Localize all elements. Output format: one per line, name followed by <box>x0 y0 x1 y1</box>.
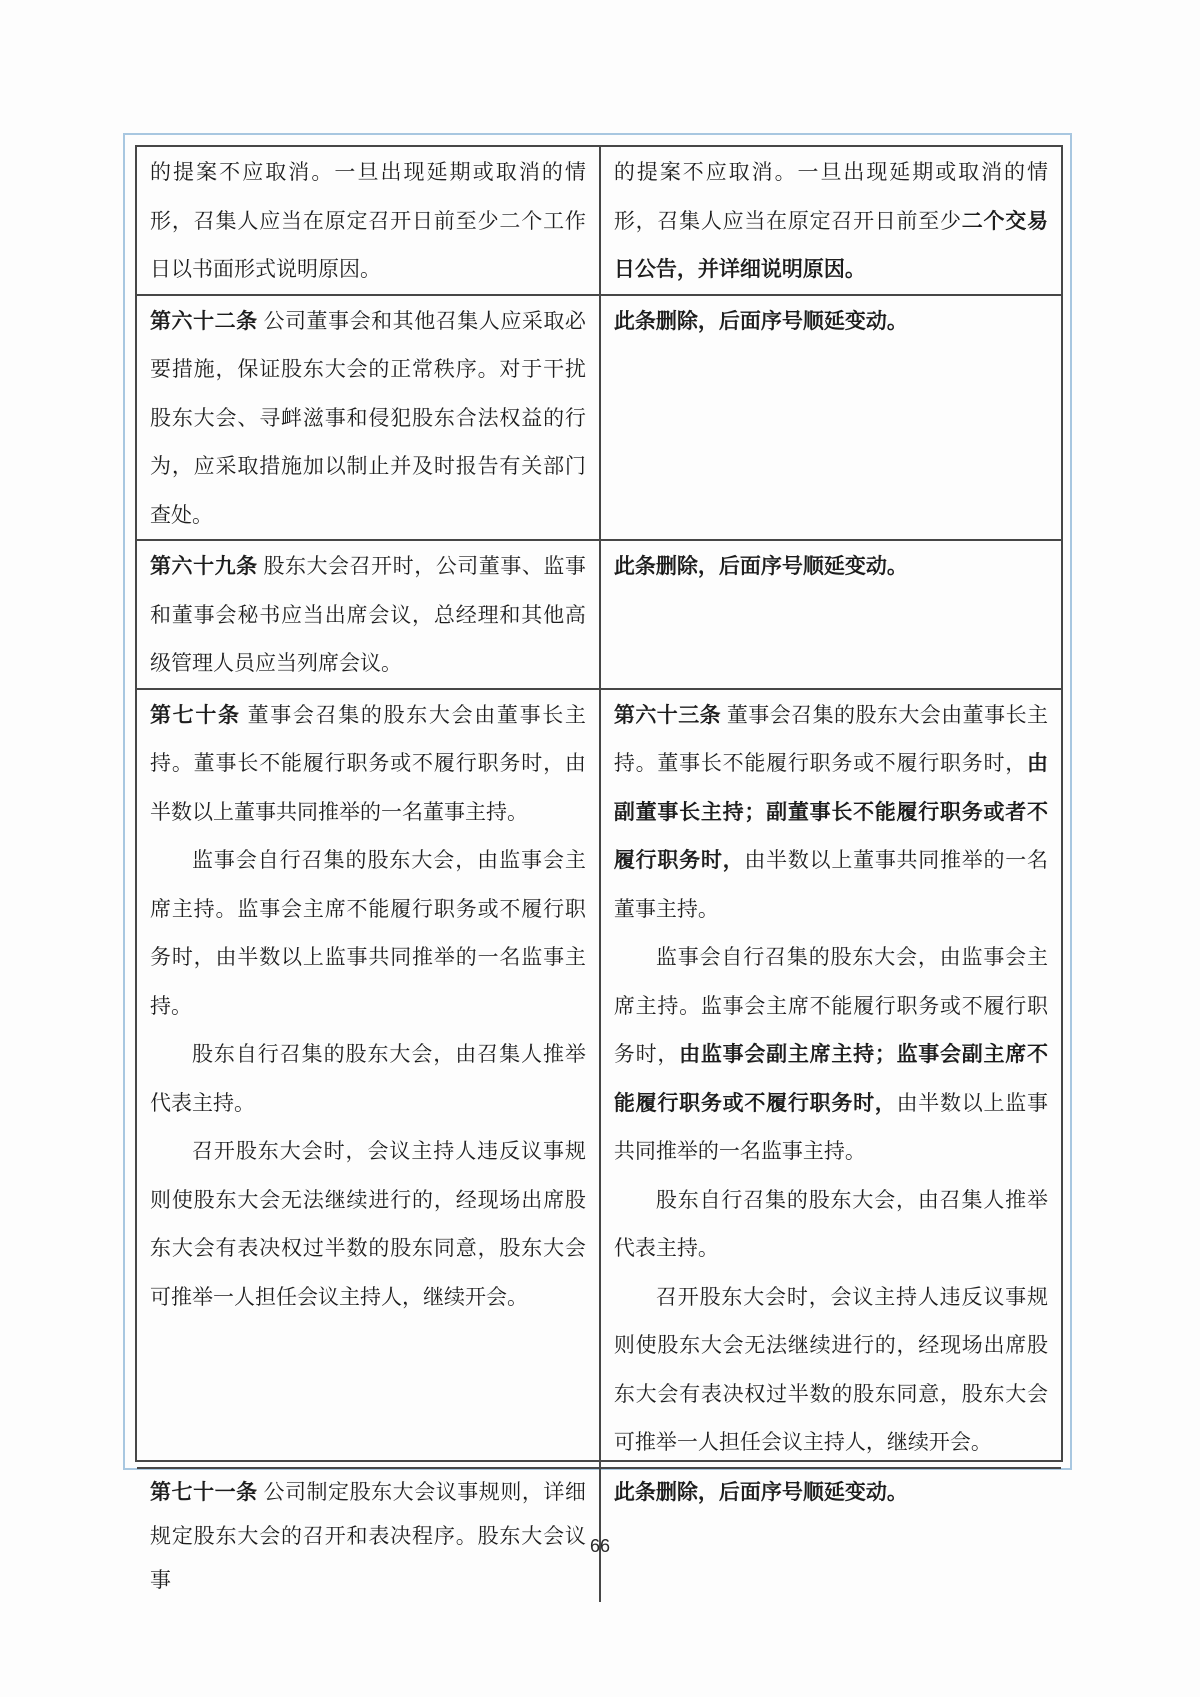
bold-text-run: 由副董事长主持；副董事长不能履行职务或者不履行职务时， <box>613 751 1048 872</box>
paragraph <box>614 148 1048 294</box>
table-row <box>137 540 1061 689</box>
paragraph <box>614 1176 1048 1273</box>
paragraph <box>150 148 586 294</box>
bold-text-run: 第七十条 <box>150 702 241 727</box>
text-run: 股东自行召集的股东大会，由召集人推举代表主持。 <box>613 1187 1048 1260</box>
table-cell <box>137 540 600 689</box>
text-run: 召开股东大会时，会议主持人违反议事规则使股东大会无法继续进行的，经现场出席股东大会有表决权过半数的股东同意，股东大会可推举一人担任会议主持人，继续开会。 <box>613 1284 1048 1454</box>
bold-text-run: 二个交易日公告，并详细说明原因。 <box>613 208 1049 281</box>
paragraph <box>150 1030 586 1127</box>
text-run: 公司董事会和其他召集人应采取必要措施，保证股东大会的正常秩序。对于干扰股东大会、寻衅滋事和侵犯股东合法权益的行为，应采取措施加以制止并及时报告有关部门查处。 <box>150 308 586 527</box>
bold-text-run: 第六十三条 <box>613 702 722 727</box>
text-run: 股东自行召集的股东大会，由召集人推举代表主持。 <box>150 1042 586 1115</box>
paragraph <box>150 836 586 1030</box>
bold-text-run: 第七十一条 <box>150 1479 258 1504</box>
bold-text-run: 第六十二条 <box>150 308 258 333</box>
paragraph <box>150 691 586 837</box>
paragraph <box>150 1127 586 1321</box>
bold-text-run: 此条删除，后面序号顺延变动。 <box>613 1479 908 1504</box>
comparison-table <box>137 147 1061 1602</box>
text-run: 公司制定股东大会议事规则，详细规定股东大会的召开和表决程序。股东大会议事 <box>150 1479 586 1592</box>
page-number: 66 <box>589 1536 611 1556</box>
bold-text-run: 由监事会副主席主持；监事会副主席不能履行职务或不履行职务时， <box>613 1042 1049 1115</box>
paragraph <box>614 933 1048 1176</box>
table-cell <box>600 295 1061 541</box>
text-run: 由半数以上董事共同推举的一名董事主持。 <box>613 848 1049 921</box>
text-run: 董事会召集的股东大会由董事长主持。董事长不能履行职务或不履行职务时， <box>613 702 1049 775</box>
text-run: 监事会自行召集的股东大会，由监事会主席主持。监事会主席不能履行职务或不履行职务时， <box>613 945 1048 1066</box>
paragraph <box>614 1273 1048 1467</box>
table-cell <box>137 1468 600 1602</box>
table-row <box>137 689 1061 1468</box>
text-run: 的提案不应取消。一旦出现延期或取消的情形，召集人应当在原定召开日前至少 <box>613 160 1048 233</box>
paragraph <box>614 1470 1048 1514</box>
table-row <box>137 295 1061 541</box>
text-run: 监事会自行召集的股东大会，由监事会主席主持。监事会主席不能履行职务或不履行职务时，由半数以上监事共同推举的一名监事主持。 <box>150 848 586 1018</box>
paragraph <box>614 691 1048 934</box>
text-run: 召开股东大会时，会议主持人违反议事规则使股东大会无法继续进行的，经现场出席股东大会有表决权过半数的股东同意，股东大会可推举一人担任会议主持人，继续开会。 <box>150 1139 586 1309</box>
paragraph <box>150 297 586 540</box>
table-cell <box>600 147 1061 295</box>
table-cell <box>600 540 1061 689</box>
bold-text-run: 第六十九条 <box>150 554 258 578</box>
table-cell <box>600 1468 1061 1602</box>
bold-text-run: 此条删除，后面序号顺延变动。 <box>613 554 908 578</box>
paragraph <box>614 542 1048 591</box>
table-cell <box>137 147 600 295</box>
table-cell <box>137 689 600 1468</box>
paragraph <box>614 297 1048 346</box>
bold-text-run: 此条删除，后面序号顺延变动。 <box>613 308 908 333</box>
text-run: 董事会召集的股东大会由董事长主持。董事长不能履行职务或不履行职务时，由半数以上董事共同推举的一名董事主持。 <box>150 702 586 824</box>
table-row <box>137 147 1061 295</box>
comparison-table-body <box>137 147 1061 1602</box>
text-run: 股东大会召开时，公司董事、监事和董事会秘书应当出席会议，总经理和其他高级管理人员应当列席会议。 <box>150 554 586 675</box>
text-run: 由半数以上监事共同推举的一名监事主持。 <box>613 1090 1049 1163</box>
table-cell <box>600 689 1061 1468</box>
paragraph <box>150 542 586 688</box>
text-run: 的提案不应取消。一旦出现延期或取消的情形，召集人应当在原定召开日前至少二个工作日以书面形式说明原因。 <box>150 160 586 281</box>
table-cell <box>137 295 600 541</box>
table-row <box>137 1468 1061 1602</box>
